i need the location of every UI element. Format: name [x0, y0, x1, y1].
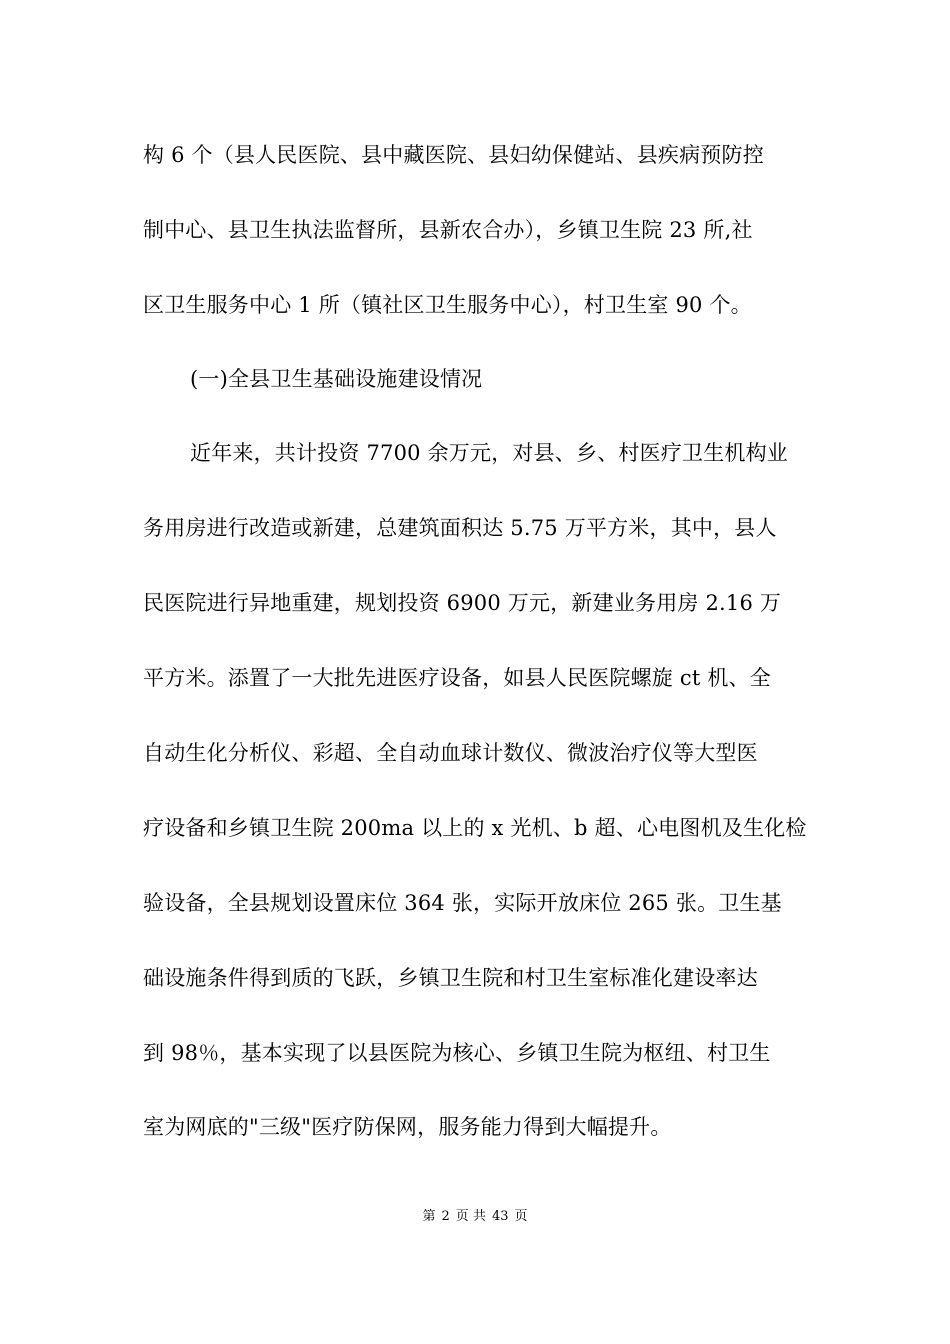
text-line: 构 6 个（县人民医院、县中藏医院、县妇幼保健站、县疾病预防控 — [143, 143, 764, 167]
footer-prefix: 第 — [422, 1209, 436, 1224]
text-line: 自动生化分析仪、彩超、全自动血球计数仪、微波治疗仪等大型医 — [143, 741, 758, 765]
text-line: 到 98％，基本实现了以县医院为核心、乡镇卫生院为枢纽、村卫生 — [143, 1041, 771, 1065]
section-heading: (一)全县卫生基础设施建设情况 — [190, 367, 483, 391]
text-line: 制中心、县卫生执法监督所，县新农合办），乡镇卫生院 23 所,社 — [143, 218, 753, 242]
text-line: 验设备，全县规划设置床位 364 张，实际开放床位 265 张。卫生基 — [143, 891, 782, 915]
text-line: 室为网底的"三级"医疗防保网，服务能力得到大幅提升。 — [143, 1115, 672, 1139]
page-number-footer — [0, 1208, 950, 1226]
text-line: 务用房进行改造或新建，总建筑面积达 5.75 万平方米，其中，县人 — [143, 516, 777, 540]
current-page-number: 2 — [441, 1209, 450, 1224]
text-line: 近年来，共计投资 7700 余万元，对县、乡、村医疗卫生机构业 — [190, 441, 788, 465]
text-line: 础设施条件得到质的飞跃，乡镇卫生院和村卫生室标准化建设率达 — [143, 966, 758, 990]
text-line: 区卫生服务中心 1 所（镇社区卫生服务中心），村卫生室 90 个。 — [143, 293, 752, 317]
text-line: 民医院进行异地重建，规划投资 6900 万元，新建业务用房 2.16 万 — [143, 591, 782, 615]
text-line: 平方米。添置了一大批先进医疗设备，如县人民医院螺旋 ct 机、全 — [143, 666, 771, 690]
text-line: 疗设备和乡镇卫生院 200ma 以上的 x 光机、b 超、心电图机及生化检 — [143, 816, 807, 840]
total-pages-number: 43 — [491, 1209, 509, 1224]
footer-suffix: 页 — [514, 1209, 528, 1224]
footer-middle: 页 共 — [455, 1209, 486, 1224]
